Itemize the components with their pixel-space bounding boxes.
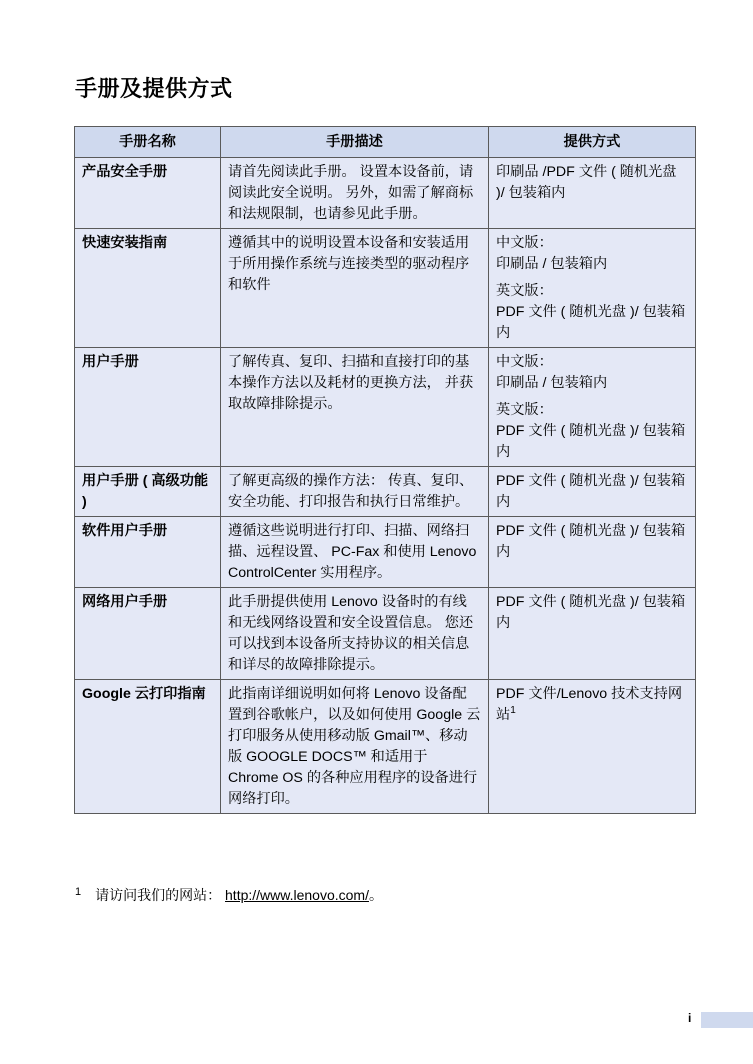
manual-description-cell: 此指南详细说明如何将 Lenovo 设备配置到谷歌帐户，以及如何使用 Google 云打印服务从使用移动版 Gmail™、移动版 GOOGLE DOCS™ 和适用于 Chrome OS 的各种应用程序的设备进行网络打印。 bbox=[221, 680, 489, 814]
delivery-paragraph: 印刷品 /PDF 文件 ( 随机光盘 )/ 包装箱内 bbox=[496, 164, 677, 201]
delivery-method-cell bbox=[489, 517, 696, 588]
delivery-paragraph: PDF 文件 ( 随机光盘 )/ 包装箱内 bbox=[496, 473, 686, 510]
manual-description-cell: 此手册提供使用 Lenovo 设备时的有线和无线网络设置和安全设置信息。 您还可以找到本设备所支持协议的相关信息和详尽的故障排除提示。 bbox=[221, 588, 489, 680]
delivery-paragraph: 中文版： 印刷品 / 包装箱内 bbox=[496, 235, 608, 272]
manual-name-cell: 软件用户手册 bbox=[75, 517, 221, 588]
delivery-method-cell bbox=[489, 680, 696, 814]
delivery-paragraph: 英文版： PDF 文件 ( 随机光盘 )/ 包装箱内 bbox=[496, 283, 686, 341]
delivery-paragraph: 中文版： 印刷品 / 包装箱内 bbox=[496, 354, 608, 391]
manual-name-cell: 用户手册 ( 高级功能 ) bbox=[75, 467, 221, 517]
manual-name-cell: 快速安装指南 bbox=[75, 229, 221, 348]
table-row bbox=[75, 517, 696, 588]
footnote-text: 请访问我们的网站： bbox=[95, 887, 222, 903]
website-link[interactable]: http://www.lenovo.com/ bbox=[225, 887, 369, 903]
footnote-mark: 1 bbox=[75, 886, 82, 898]
manuals-table bbox=[74, 126, 696, 814]
footnote-suffix: 。 bbox=[368, 887, 383, 903]
manual-description-cell: 请首先阅读此手册。 设置本设备前，请阅读此安全说明。 另外，如需了解商标和法规限制，也请参见此手册。 bbox=[221, 158, 489, 229]
delivery-method-cell bbox=[489, 588, 696, 680]
delivery-paragraph: 英文版： PDF 文件 ( 随机光盘 )/ 包装箱内 bbox=[496, 402, 686, 460]
delivery-paragraph: PDF 文件 ( 随机光盘 )/ 包装箱内 bbox=[496, 594, 686, 631]
manual-name-cell: Google 云打印指南 bbox=[75, 680, 221, 814]
delivery-paragraph: PDF 文件 ( 随机光盘 )/ 包装箱内 bbox=[496, 523, 686, 560]
delivery-paragraph: PDF 文件/Lenovo 技术支持网站 bbox=[496, 686, 683, 723]
manual-name-cell: 网络用户手册 bbox=[75, 588, 221, 680]
header-manual-name: 手册名称 bbox=[75, 127, 221, 158]
header-delivery-method: 提供方式 bbox=[489, 127, 696, 158]
manual-description-cell: 遵循这些说明进行打印、扫描、网络扫描、远程设置、 PC-Fax 和使用 Lenovo ControlCenter 实用程序。 bbox=[221, 517, 489, 588]
delivery-method-cell bbox=[489, 229, 696, 348]
delivery-method-cell bbox=[489, 467, 696, 517]
footnote-reference: 1 bbox=[510, 705, 516, 716]
page-title: 手册及提供方式 bbox=[75, 76, 233, 101]
table-row bbox=[75, 588, 696, 680]
table-row bbox=[75, 467, 696, 517]
table-header-row bbox=[75, 127, 696, 158]
manual-description-cell: 遵循其中的说明设置本设备和安装适用于所用操作系统与连接类型的驱动程序和软件 bbox=[221, 229, 489, 348]
table-row bbox=[75, 158, 696, 229]
manual-name-cell: 产品安全手册 bbox=[75, 158, 221, 229]
delivery-method-cell bbox=[489, 348, 696, 467]
manual-description-cell: 了解传真、复印、扫描和直接打印的基本操作方法以及耗材的更换方法， 并获取故障排除提示。 bbox=[221, 348, 489, 467]
page-tab-bar bbox=[701, 1012, 753, 1028]
manual-description-cell: 了解更高级的操作方法： 传真、复印、安全功能、打印报告和执行日常维护。 bbox=[221, 467, 489, 517]
manual-name-cell: 用户手册 bbox=[75, 348, 221, 467]
table-row bbox=[75, 680, 696, 814]
page-number: i bbox=[688, 1011, 692, 1025]
delivery-method-cell bbox=[489, 158, 696, 229]
table-row bbox=[75, 348, 696, 467]
table-row bbox=[75, 229, 696, 348]
header-manual-description: 手册描述 bbox=[221, 127, 489, 158]
footnote bbox=[75, 885, 383, 905]
